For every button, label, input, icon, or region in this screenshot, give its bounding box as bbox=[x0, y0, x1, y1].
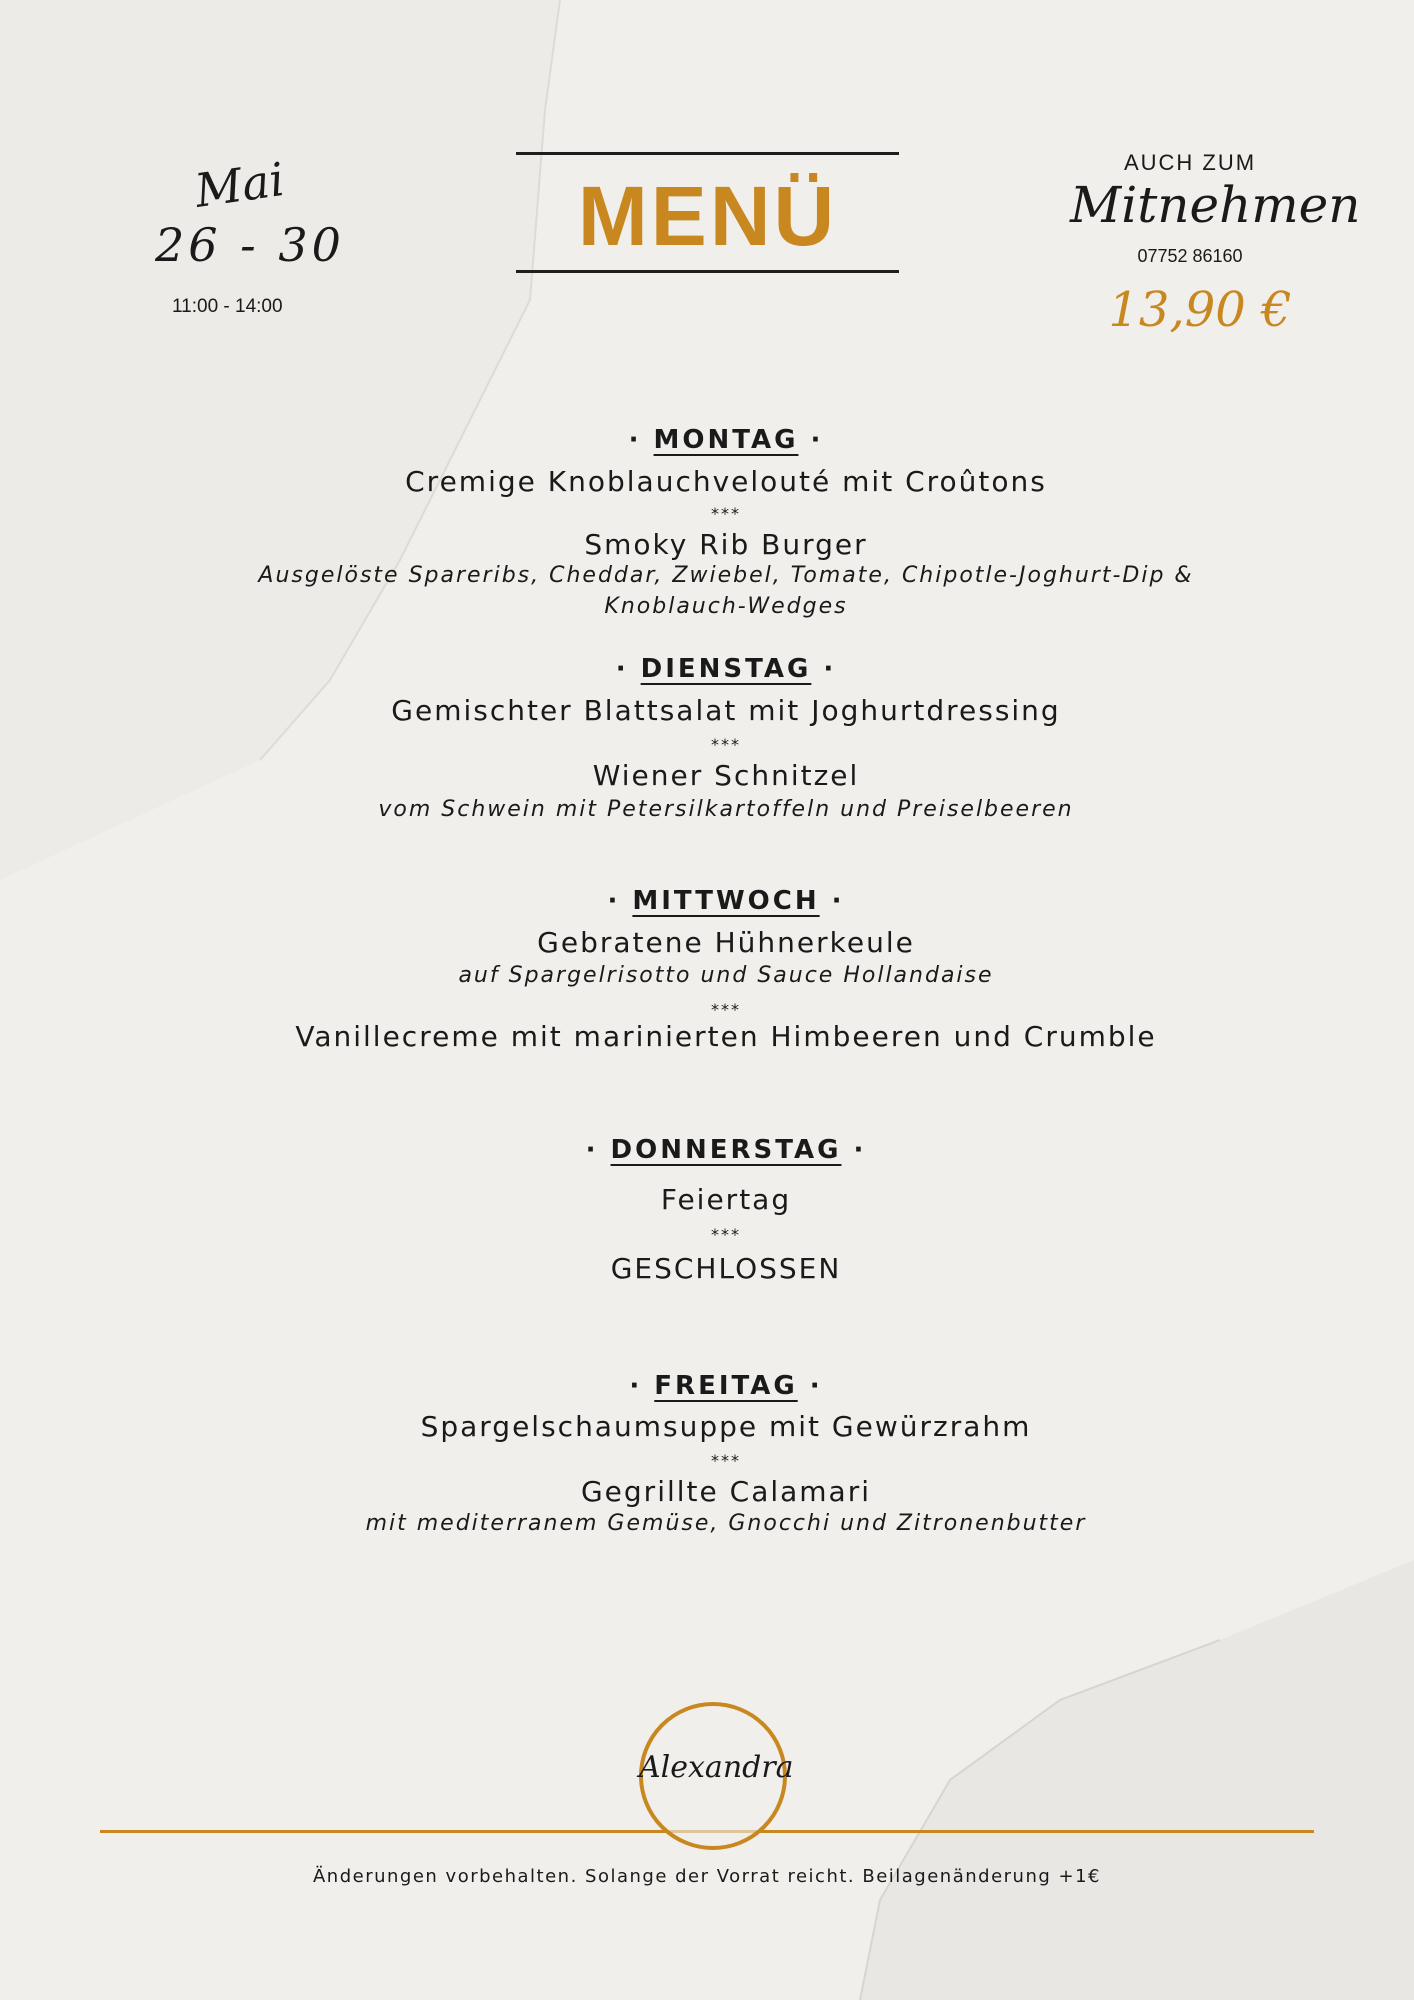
day-label: MONTAG bbox=[653, 425, 799, 455]
day-label: MITTWOCH bbox=[632, 886, 820, 916]
day-label: FREITAG bbox=[654, 1371, 798, 1401]
dish-starter: Spargelschaumsuppe mit Gewürzrahm bbox=[420, 1410, 1032, 1443]
month-label: Mai bbox=[191, 152, 288, 218]
title-rule-bottom bbox=[516, 270, 899, 273]
day-freitag: · FREITAG · bbox=[629, 1371, 823, 1401]
dish-separator: *** bbox=[711, 1000, 741, 1019]
dish-separator: *** bbox=[711, 504, 741, 523]
holiday-note: Feiertag bbox=[660, 1183, 792, 1216]
dish-main: Smoky Rib Burger bbox=[584, 528, 868, 561]
title-rule-top bbox=[516, 152, 899, 155]
opening-hours: 11:00 - 14:00 bbox=[172, 296, 283, 317]
dish-description: Knoblauch-Wedges bbox=[604, 594, 848, 619]
page-title: MENÜ bbox=[577, 169, 838, 263]
takeaway-label: AUCH ZUM bbox=[1123, 150, 1257, 175]
phone-number: 07752 86160 bbox=[1137, 246, 1243, 266]
dish-main: Gegrillte Calamari bbox=[580, 1475, 872, 1508]
dish-starter: Gemischter Blattsalat mit Joghurtdressing bbox=[391, 694, 1061, 727]
dish-description: vom Schwein mit Petersilkartoffeln und Preiselbeeren bbox=[378, 797, 1074, 822]
closed-note: GESCHLOSSEN bbox=[610, 1252, 842, 1285]
dish-description: Ausgelöste Spareribs, Cheddar, Zwiebel, Tomate, Chipotle-Joghurt-Dip & bbox=[258, 563, 1194, 588]
dish-main: Gebratene Hühnerkeule bbox=[537, 926, 915, 959]
dish-separator: *** bbox=[711, 735, 741, 754]
footer-note: Änderungen vorbehalten. Solange der Vorrat reicht. Beilagenänderung +1€ bbox=[312, 1866, 1102, 1887]
dish-main: Wiener Schnitzel bbox=[592, 759, 860, 792]
dish-separator: *** bbox=[711, 1225, 741, 1244]
day-dienstag: · DIENSTAG · bbox=[615, 654, 837, 684]
takeaway-script: Mitnehmen bbox=[1070, 176, 1361, 234]
dish-starter: Cremige Knoblauchvelouté mit Croûtons bbox=[405, 465, 1047, 498]
dish-description: mit mediterranem Gemüse, Gnocchi und Zitronenbutter bbox=[365, 1511, 1087, 1536]
dish-separator: *** bbox=[711, 1451, 741, 1470]
day-label: DIENSTAG bbox=[640, 654, 812, 684]
dish-dessert: Vanillecreme mit marinierten Himbeeren und Crumble bbox=[295, 1020, 1157, 1053]
day-mittwoch: · MITTWOCH · bbox=[607, 886, 845, 916]
day-montag: · MONTAG · bbox=[628, 425, 824, 455]
logo: Alexandra bbox=[639, 1750, 794, 1785]
dish-description: auf Spargelrisotto und Sauce Hollandaise bbox=[458, 963, 994, 988]
day-donnerstag: · DONNERSTAG · bbox=[585, 1135, 867, 1165]
date-range: 26 - 30 bbox=[155, 218, 345, 272]
day-label: DONNERSTAG bbox=[610, 1135, 842, 1165]
price: 13,90 € bbox=[1108, 282, 1292, 338]
